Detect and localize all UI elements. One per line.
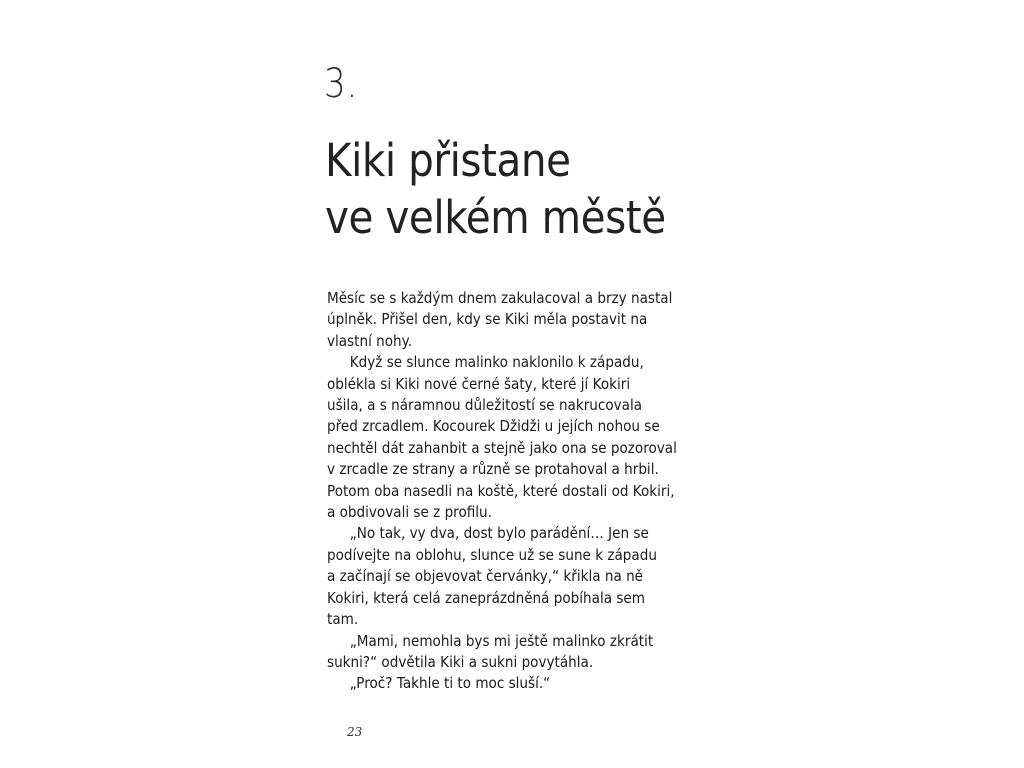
text-line: „Proč? Takhle ti to moc sluší.“: [349, 674, 551, 693]
text-line: „Mami, nemohla bys mi ještě malinko zkrátit: [349, 631, 654, 650]
chapter-title-line-2: ve velkém městě: [325, 191, 666, 244]
chapter-number: 3.: [324, 61, 359, 107]
text-line: Měsíc se s každým dnem zakulacoval a brzy nastal: [327, 289, 673, 307]
text-line: oblékla si Kiki nové černé šaty, které jí Kokiri: [327, 374, 631, 393]
text-line: Když se slunce malinko naklonilo k západu,: [349, 353, 644, 372]
text-line: a začínají se objevovat červánky,“ křikla na ně: [327, 567, 644, 586]
text-line: Potom oba nasedli na koště, které dostali od Kokiri,: [327, 481, 675, 500]
text-line: úplněk. Přišel den, kdy se Kiki měla postavit na: [327, 310, 648, 329]
text-line: sukni?“ odvětila Kiki a sukni povytáhla.: [327, 652, 594, 671]
body-text: [327, 288, 695, 695]
text-line: před zrcadlem. Kocourek Džidži u jejích nohou se: [327, 417, 660, 436]
text-line: tam.: [327, 610, 359, 629]
chapter-title-line-1: Kiki přistane: [325, 134, 571, 187]
chapter-title: [325, 132, 666, 246]
page-number: 23: [347, 725, 363, 739]
text-line: Kokiri, která celá zaneprázdněná pobíhala sem: [327, 588, 645, 607]
text-line: nechtěl dát zahanbit a stejně jako ona se pozoroval: [327, 438, 677, 457]
text-line: vlastní nohy.: [327, 331, 413, 350]
text-line: podívejte na oblohu, slunce už se sune k západu: [327, 545, 657, 564]
text-line: „No tak, vy dva, dost bylo parádění… Jen se: [349, 524, 649, 543]
text-line: v zrcadle ze strany a různě se protahoval a hrbil.: [327, 460, 659, 479]
text-line: a obdivovali se z profilu.: [327, 503, 492, 522]
text-line: ušila, a s náramnou důležitostí se nakrucovala: [327, 396, 643, 415]
